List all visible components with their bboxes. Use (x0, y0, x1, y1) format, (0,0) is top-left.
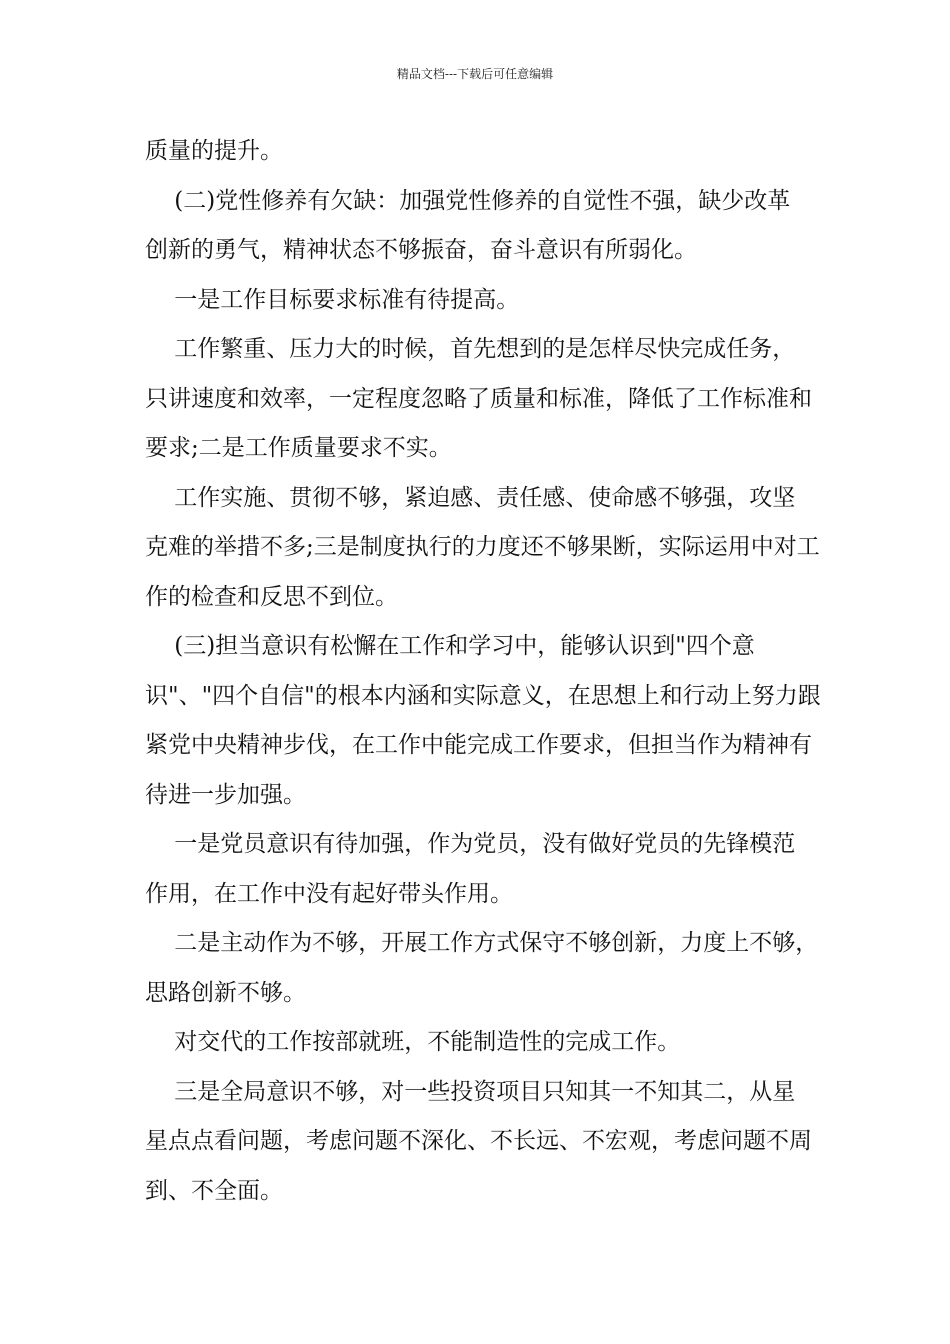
text-line: 克难的举措不多;三是制度执行的力度还不够果断，实际运用中对工 (145, 534, 820, 560)
text-line: (三)担当意识有松懈在工作和学习中，能够认识到"四个意 (145, 633, 755, 659)
text-line: 紧党中央精神步伐，在工作中能完成工作要求，但担当作为精神有 (145, 732, 812, 758)
text-line: 对交代的工作按部就班，不能制造性的完成工作。 (145, 1029, 681, 1055)
document-body (145, 127, 825, 1216)
text-line: 作用，在工作中没有起好带头作用。 (145, 880, 513, 907)
text-line: 一是党员意识有待加强，作为党员，没有做好党员的先锋模范 (145, 831, 796, 857)
text-line: 质量的提升。 (145, 138, 283, 164)
text-line: 工作实施、贯彻不够，紧迫感、责任感、使命感不够强，攻坚 (145, 484, 796, 511)
text-line: 到、不全面。 (145, 1177, 283, 1204)
text-line: (二)党性修养有欠缺：加强党性修养的自觉性不强，缺少改革 (145, 187, 791, 214)
text-line: 一是工作目标要求标准有待提高。 (145, 286, 520, 313)
text-line: 思路创新不够。 (145, 979, 306, 1006)
text-line: 工作繁重、压力大的时候，首先想到的是怎样尽快完成任务， (145, 336, 796, 362)
page-header: 精品文档---下载后可任意编辑 (396, 67, 554, 81)
text-line: 二是主动作为不够，开展工作方式保守不够创新，力度上不够， (145, 930, 819, 956)
text-line: 识"、"四个自信"的根本内涵和实际意义，在思想上和行动上努力跟 (145, 682, 821, 709)
text-line: 创新的勇气，精神状态不够振奋，奋斗意识有所弱化。 (145, 237, 697, 263)
text-line: 待进一步加强。 (145, 781, 306, 808)
text-line: 三是全局意识不够，对一些投资项目只知其一不知其二，从星 (145, 1078, 796, 1105)
text-line: 作的检查和反思不到位。 (145, 583, 398, 610)
text-line: 要求;二是工作质量要求不实。 (145, 435, 452, 461)
text-line: 只讲速度和效率，一定程度忽略了质量和标准，降低了工作标准和 (145, 385, 812, 412)
text-line: 星点点看问题，考虑问题不深化、不长远、不宏观，考虑问题不周 (145, 1128, 812, 1154)
